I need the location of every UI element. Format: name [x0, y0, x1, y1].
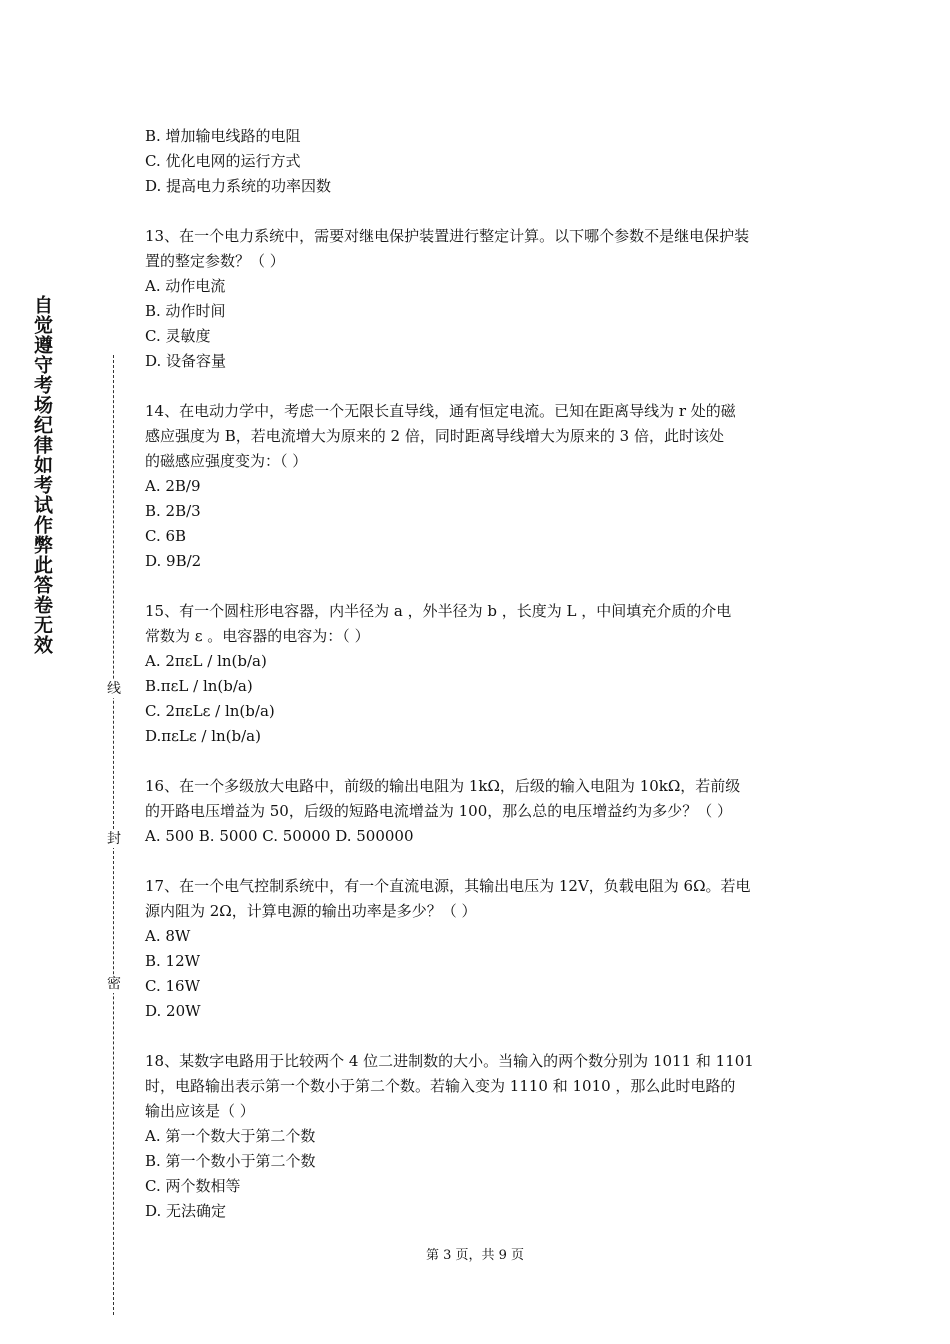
- question-text: 13、在一个电力系统中，需要对继电保护装置进行整定计算。以下哪个参数不是继电保护装: [145, 227, 750, 245]
- option: B. 2B/3: [145, 502, 201, 520]
- question-text: 14、在电动力学中，考虑一个无限长直导线，通有恒定电流。已知在距离导线为 r 处的磁: [145, 402, 736, 420]
- option: D. 设备容量: [145, 352, 227, 370]
- exam-discipline-warning: 自觉遵守考场纪律如考试作弊此答卷无效: [31, 295, 53, 655]
- question-text: 源内阻为 2Ω，计算电源的输出功率是多少？（ ）: [145, 902, 477, 920]
- question-text: 18、某数字电路用于比较两个 4 位二进制数的大小。当输入的两个数分别为 1011 和 1101: [145, 1052, 754, 1070]
- option: B. 动作时间: [145, 302, 226, 320]
- option: C. 两个数相等: [145, 1177, 241, 1195]
- option: D. 无法确定: [145, 1202, 227, 1220]
- option: B. 增加输电线路的电阻: [145, 127, 301, 145]
- option: A. 第一个数大于第二个数: [145, 1127, 316, 1145]
- question-content: [145, 124, 810, 1249]
- option: D. 提高电力系统的功率因数: [145, 177, 332, 195]
- option: C. 灵敏度: [145, 327, 211, 345]
- question-text: 时，电路输出表示第一个数小于第二个数。若输入变为 1110 和 1010 ，那么此时电路的: [145, 1077, 736, 1095]
- option: B. 第一个数小于第二个数: [145, 1152, 316, 1170]
- option: A. 8W: [145, 927, 191, 945]
- question-text: 感应强度为 B，若电流增大为原来的 2 倍，同时距离导线增大为原来的 3 倍，此时该处: [145, 427, 724, 445]
- option: D.πεLε / ln(b/a): [145, 727, 261, 745]
- question-text: 17、在一个电气控制系统中，有一个直流电源，其输出电压为 12V，负载电阻为 6Ω。若电: [145, 877, 751, 895]
- question-17: [145, 874, 810, 1024]
- binding-mark-secret: 密: [107, 976, 121, 992]
- question-15: [145, 599, 810, 749]
- question-text: 置的整定参数？（ ）: [145, 252, 285, 270]
- binding-mark-line: 线: [107, 681, 121, 697]
- option: D. 20W: [145, 1002, 201, 1020]
- binding-mark-seal: 封: [107, 831, 121, 847]
- option: A. 2B/9: [145, 477, 201, 495]
- question-18: [145, 1049, 810, 1224]
- option: A. 500 B. 5000 C. 50000 D. 500000: [145, 827, 414, 845]
- question-text: 输出应该是（ ）: [145, 1102, 255, 1120]
- question-16: [145, 774, 810, 849]
- page-number-footer: 第 3 页，共 9 页: [425, 1248, 525, 1263]
- option: A. 动作电流: [145, 277, 226, 295]
- question-text: 15、有一个圆柱形电容器，内半径为 a ，外半径为 b ，长度为 L ，中间填充介质的介电: [145, 602, 732, 620]
- question-14: [145, 399, 810, 574]
- question-text: 的开路电压增益为 50，后级的短路电流增益为 100，那么总的电压增益约为多少？（ ）: [145, 802, 733, 820]
- question-text: 的磁感应强度变为：（ ）: [145, 452, 308, 470]
- option: A. 2πεL / ln(b/a): [145, 652, 267, 670]
- option: C. 2πεLε / ln(b/a): [145, 702, 275, 720]
- option: B.πεL / ln(b/a): [145, 677, 253, 695]
- option: B. 12W: [145, 952, 201, 970]
- question-text: 常数为 ε 。电容器的电容为：（ ）: [145, 627, 370, 645]
- option: C. 6B: [145, 527, 187, 545]
- option: D. 9B/2: [145, 552, 202, 570]
- option: C. 16W: [145, 977, 200, 995]
- question-text: 16、在一个多级放大电路中，前级的输出电阻为 1kΩ，后级的输入电阻为 10kΩ，若前级: [145, 777, 741, 795]
- question-12-continued: [145, 124, 810, 199]
- question-13: [145, 224, 810, 374]
- option: C. 优化电网的运行方式: [145, 152, 301, 170]
